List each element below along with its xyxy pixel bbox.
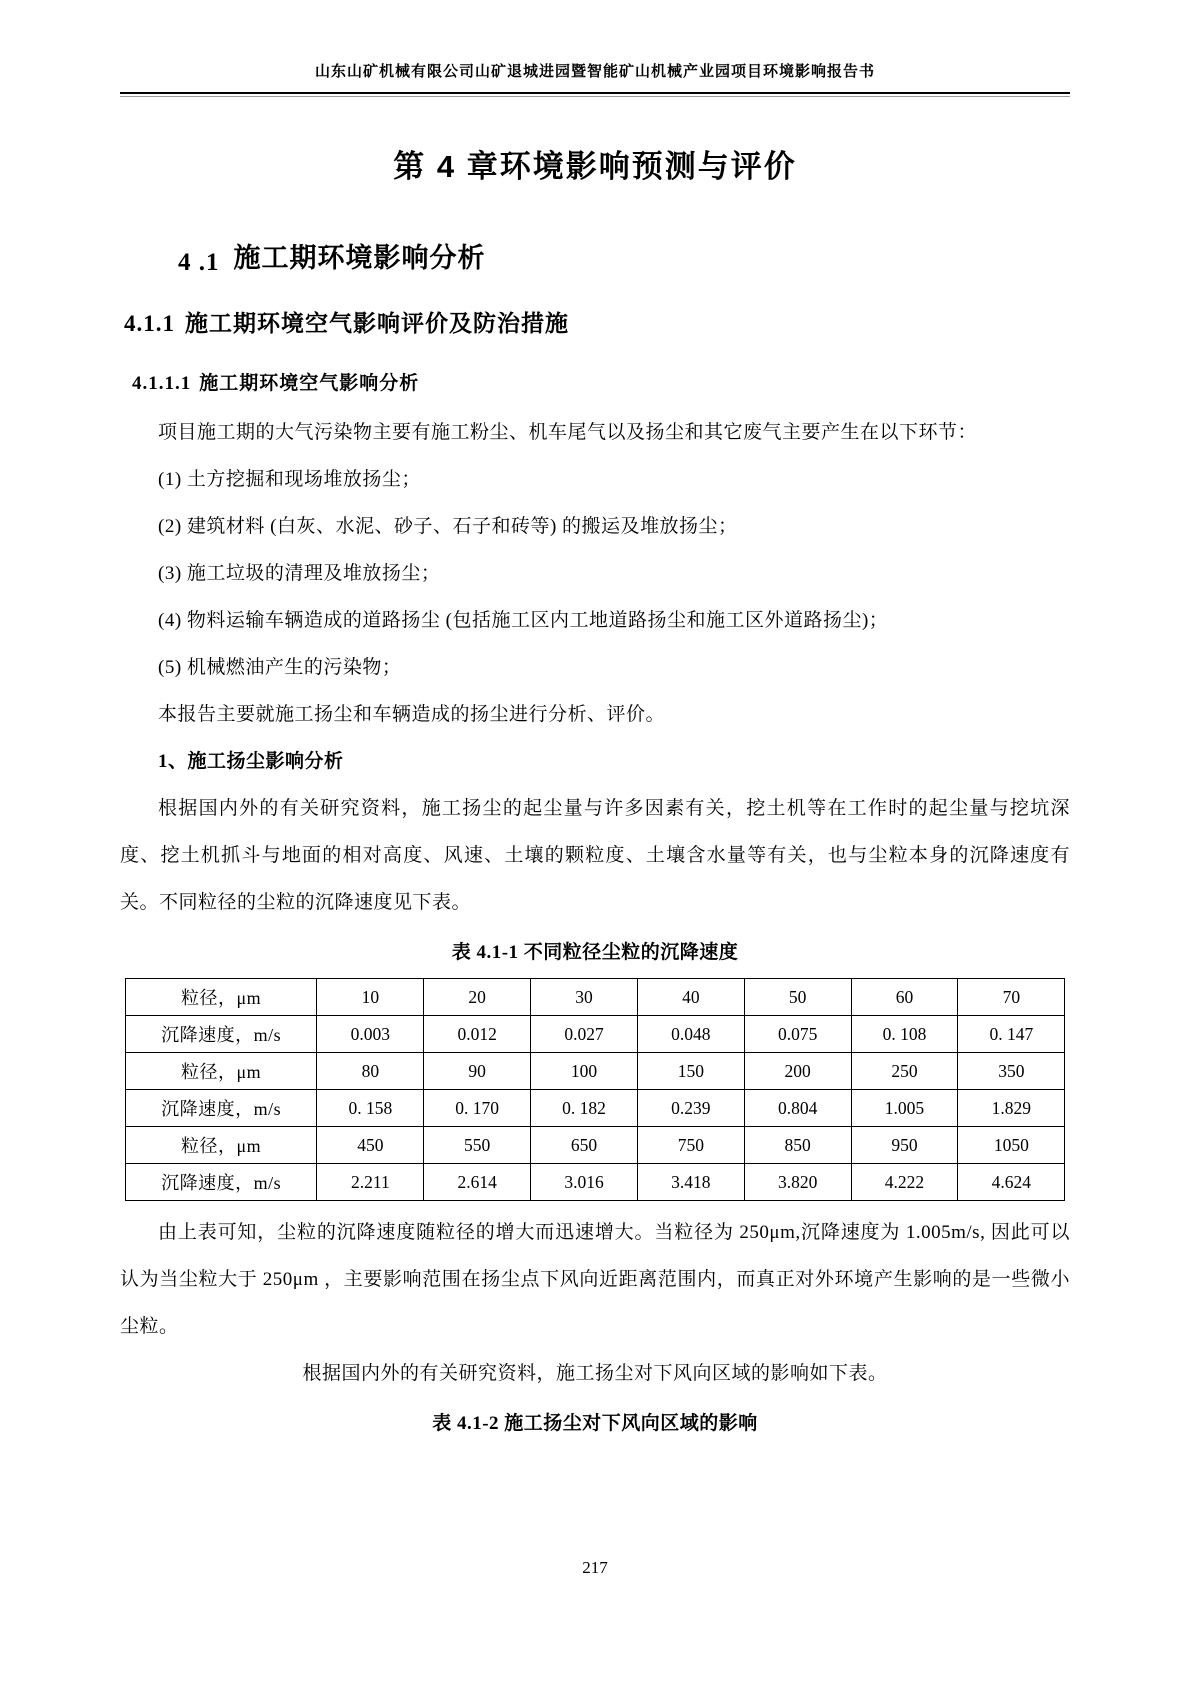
table-cell: 250 <box>851 1053 958 1090</box>
table-cell: 0. 170 <box>424 1090 531 1127</box>
header-rule-thick <box>120 92 1070 94</box>
table-row <box>125 1016 1065 1053</box>
table-cell: 100 <box>531 1053 638 1090</box>
chapter-title: 第 4 章环境影响预测与评价 <box>393 149 797 184</box>
list-item-1: (1) 土方挖掘和现场堆放扬尘； <box>158 469 421 490</box>
section-title-text: 施工期环境影响分析 <box>233 243 486 273</box>
row-label: 粒径，μm <box>125 979 317 1016</box>
paragraph-intro: 项目施工期的大气污染物主要有施工粉尘、机车尾气以及扬尘和其它废气主要产生在以下环节： <box>158 422 978 443</box>
table-row <box>125 1053 1065 1090</box>
table-cell: 3.820 <box>744 1164 851 1201</box>
table-cell: 0. 108 <box>851 1016 958 1053</box>
table-cell: 1.005 <box>851 1090 958 1127</box>
body-text <box>120 409 1070 1445</box>
table-cell: 0.804 <box>744 1090 851 1127</box>
table-cell: 850 <box>744 1127 851 1164</box>
list-item-3: (3) 施工垃圾的清理及堆放扬尘； <box>158 563 441 584</box>
table-row <box>125 979 1065 1016</box>
row-label: 粒径，μm <box>125 1127 317 1164</box>
list-item-4: (4) 物料运输车辆造成的道路扬尘 (包括施工区内工地道路扬尘和施工区外道路扬尘)； <box>158 610 889 631</box>
dust-subheading: 1、施工扬尘影响分析 <box>158 751 344 772</box>
subsubsection-title-text: 施工期环境空气影响分析 <box>199 373 420 394</box>
table-cell: 950 <box>851 1127 958 1164</box>
table-cell: 60 <box>851 979 958 1016</box>
table1-caption: 表 4.1-1 不同粒径尘粒的沉降速度 <box>451 942 739 963</box>
paragraph-research: 根据国内外的有关研究资料，施工扬尘的起尘量与许多因素有关，挖土机等在工作时的起尘量与挖坑深度、挖土机抓斗与地面的相对高度、风速、土壤的颗粒度、土壤含水量等有关，也与尘粒本身的沉降速度有关。不同粒径的尘粒的沉降速度见下表。 <box>120 798 1070 913</box>
header-rule-thin <box>120 96 1070 97</box>
subsubsection-title <box>132 368 1070 395</box>
table-cell: 0. 158 <box>317 1090 424 1127</box>
running-header: 山东山矿机械有限公司山矿退城进园暨智能矿山机械产业园项目环境影响报告书 <box>314 63 875 80</box>
table-cell: 30 <box>531 979 638 1016</box>
row-label: 沉降速度，m/s <box>125 1016 317 1053</box>
paragraph-analysis: 由上表可知，尘粒的沉降速度随粒径的增大而迅速增大。当粒径为 250μm,沉降速度为 1.005m/s, 因此可以认为当尘粒大于 250μm ，主要影响范围在扬尘点下风向近距离范围内，而真正对外环境产生影响的是一些微小尘粒。 <box>120 1222 1070 1337</box>
table-cell: 750 <box>637 1127 744 1164</box>
table-cell: 150 <box>637 1053 744 1090</box>
table-row <box>125 1127 1065 1164</box>
settling-velocity-table <box>125 978 1066 1201</box>
paragraph-downwind: 根据国内外的有关研究资料，施工扬尘对下风向区域的影响如下表。 <box>302 1363 888 1384</box>
section-title <box>178 236 1070 275</box>
table-cell: 4.222 <box>851 1164 958 1201</box>
table-cell: 90 <box>424 1053 531 1090</box>
paragraph-report-focus: 本报告主要就施工扬尘和车辆造成的扬尘进行分析、评价。 <box>158 704 666 725</box>
row-label: 沉降速度，m/s <box>125 1164 317 1201</box>
table-cell: 1.829 <box>958 1090 1065 1127</box>
table-cell: 3.418 <box>637 1164 744 1201</box>
table-cell: 3.016 <box>531 1164 638 1201</box>
table-cell: 2.614 <box>424 1164 531 1201</box>
table-row <box>125 1090 1065 1127</box>
table-row <box>125 1164 1065 1201</box>
row-label: 粒径，μm <box>125 1053 317 1090</box>
table-cell: 50 <box>744 979 851 1016</box>
table-cell: 40 <box>637 979 744 1016</box>
table-cell: 450 <box>317 1127 424 1164</box>
table-cell: 200 <box>744 1053 851 1090</box>
table-cell: 0.012 <box>424 1016 531 1053</box>
table-cell: 650 <box>531 1127 638 1164</box>
subsection-title <box>124 305 1070 338</box>
subsection-title-text: 施工期环境空气影响评价及防治措施 <box>185 311 569 336</box>
section-number: 4 .1 <box>178 249 220 276</box>
table-cell: 20 <box>424 979 531 1016</box>
table-cell: 10 <box>317 979 424 1016</box>
table-cell: 350 <box>958 1053 1065 1090</box>
table-cell: 0.075 <box>744 1016 851 1053</box>
table-cell: 70 <box>958 979 1065 1016</box>
table-cell: 0.239 <box>637 1090 744 1127</box>
table2-caption: 表 4.1-2 施工扬尘对下风向区域的影响 <box>432 1413 758 1434</box>
table-cell: 0. 182 <box>531 1090 638 1127</box>
table-cell: 1050 <box>958 1127 1065 1164</box>
table-cell: 4.624 <box>958 1164 1065 1201</box>
page-number: 217 <box>582 1558 608 1577</box>
table-cell: 80 <box>317 1053 424 1090</box>
list-item-2: (2) 建筑材料 (白灰、水泥、砂子、石子和砖等) 的搬运及堆放扬尘； <box>158 516 738 537</box>
table-cell: 0. 147 <box>958 1016 1065 1053</box>
table-cell: 0.003 <box>317 1016 424 1053</box>
list-item-5: (5) 机械燃油产生的污染物； <box>158 657 402 678</box>
subsection-number: 4.1.1 <box>124 311 175 336</box>
row-label: 沉降速度，m/s <box>125 1090 317 1127</box>
table-cell: 0.027 <box>531 1016 638 1053</box>
subsubsection-number: 4.1.1.1 <box>132 373 192 394</box>
table-cell: 0.048 <box>637 1016 744 1053</box>
table-cell: 2.211 <box>317 1164 424 1201</box>
table-cell: 550 <box>424 1127 531 1164</box>
